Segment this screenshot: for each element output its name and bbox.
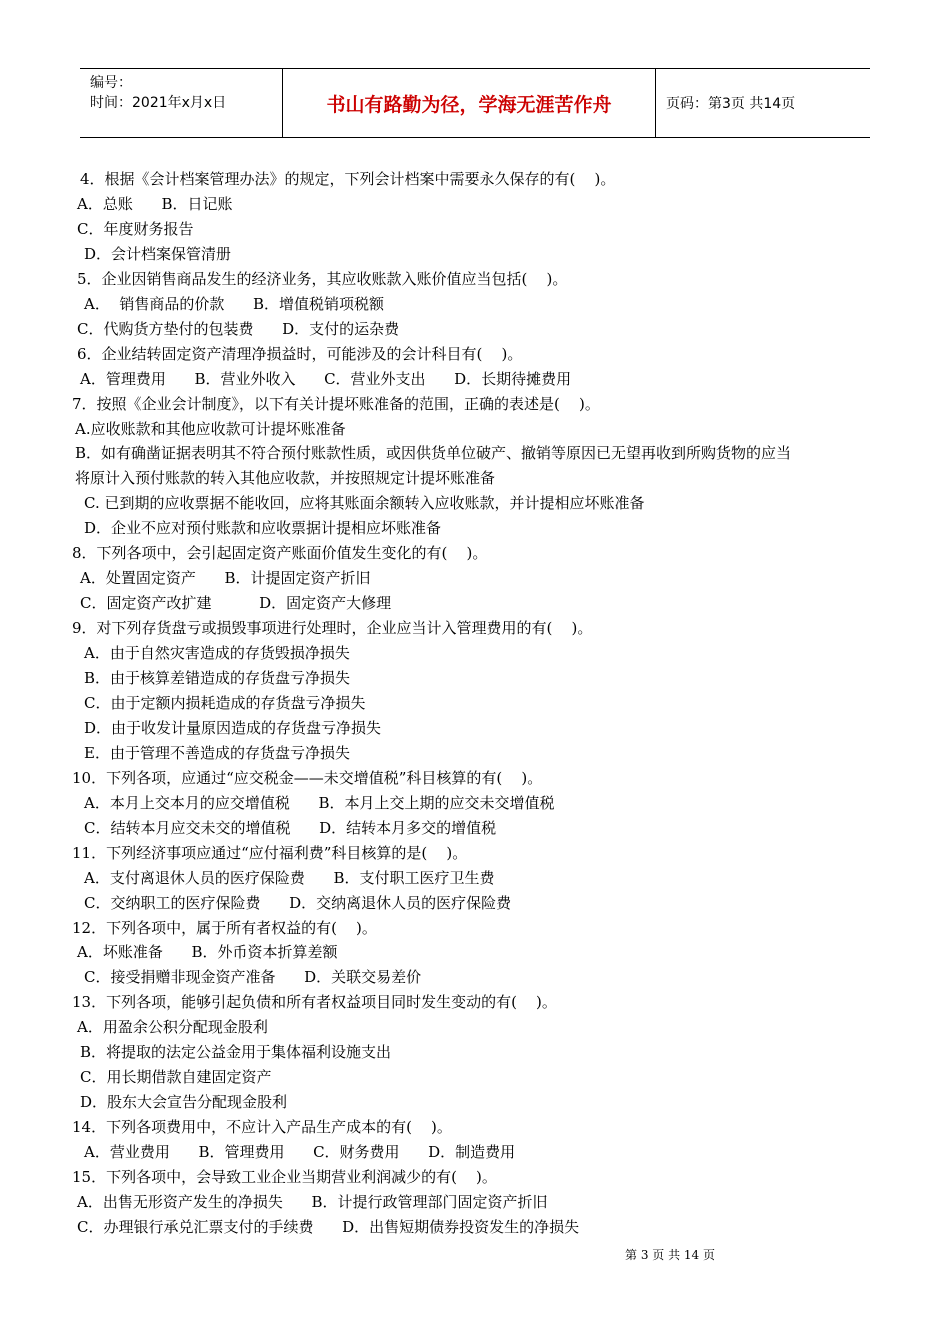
text-line: C．结转本月应交未交的增值税 D．结转本月多交的增值税 <box>84 818 497 837</box>
text-line: A．处置固定资产 B．计提固定资产折旧 <box>80 569 371 588</box>
header-page-number: 页码：第3页 共14页 <box>666 96 796 112</box>
page-footer: 第 3 页 共 14 页 <box>625 1248 715 1262</box>
text-line: C．交纳职工的医疗保险费 D．交纳离退休人员的医疗保险费 <box>84 893 512 912</box>
text-line: D．企业不应对预付账款和应收票据计提相应坏账准备 <box>84 519 442 538</box>
page-header <box>80 68 870 138</box>
text-line: D．由于收发计量原因造成的存货盘亏净损失 <box>84 718 382 737</box>
header-meta-cell <box>80 69 283 137</box>
text-line: 8．下列各项中，会引起固定资产账面价值发生变化的有( )。 <box>72 544 488 563</box>
text-line: A．总账 B．日记账 <box>77 194 233 213</box>
text-line: B．将提取的法定公益金用于集体福利设施支出 <box>80 1043 392 1062</box>
text-line: D．股东大会宣告分配现金股利 <box>80 1093 288 1112</box>
header-page-cell <box>656 69 870 137</box>
text-line: B．如有确凿证据表明其不符合预付账款性质，或因供货单位破产、撤销等原因已无望再收到所购货物的应当 <box>75 444 792 463</box>
text-line: A． 销售商品的价款 B．增值税销项税额 <box>84 294 385 313</box>
text-line: B．由于核算差错造成的存货盘亏净损失 <box>84 669 351 687</box>
text-line: 13．下列各项，能够引起负债和所有者权益项目同时发生变动的有( )。 <box>72 993 557 1012</box>
text-line: C．固定资产改扩建 D．固定资产大修理 <box>80 594 392 613</box>
text-line: C．办理银行承兑汇票支付的手续费 D．出售短期债券投资发生的净损失 <box>77 1217 580 1236</box>
text-line: 12．下列各项中，属于所有者权益的有( )。 <box>72 918 377 937</box>
text-line: 7．按照《企业会计制度》，以下有关计提坏账准备的范围，正确的表述是( )。 <box>72 394 600 413</box>
text-line: 15．下列各项中，会导致工业企业当期营业利润减少的有( )。 <box>72 1168 497 1186</box>
header-motto-cell <box>283 69 656 137</box>
text-line: C．用长期借款自建固定资产 <box>80 1068 272 1087</box>
text-line: 6．企业结转固定资产清理净损益时，可能涉及的会计科目有( )。 <box>77 344 523 363</box>
document-number-label: 编号： <box>90 75 132 91</box>
text-line: C．由于定额内损耗造成的存货盘亏净损失 <box>84 693 366 712</box>
text-line: C．年度财务报告 <box>77 219 194 238</box>
text-line: C．代购货方垫付的包装费 D．支付的运杂费 <box>77 319 400 338</box>
text-line: C．接受捐赠非现金资产准备 D．关联交易差价 <box>84 968 422 987</box>
text-line: 9．对下列存货盘亏或损毁事项进行处理时，企业应当计入管理费用的有( )。 <box>72 619 593 638</box>
text-line: 4．根据《会计档案管理办法》的规定，下列会计档案中需要永久保存的有( )。 <box>80 170 616 188</box>
header-motto: 书山有路勤为径，学海无涯苦作舟 <box>326 93 612 116</box>
text-line: 将原计入预付账款的转入其他应收款，并按照规定计提坏账准备 <box>75 469 496 488</box>
text-line: E．由于管理不善造成的存货盘亏净损失 <box>84 743 350 762</box>
text-line: A.应收账款和其他应收款可计提坏账准备 <box>75 419 346 438</box>
text-line: A．管理费用 B．营业外收入 C．营业外支出 D．长期待摊费用 <box>80 369 572 388</box>
text-line: 14．下列各项费用中，不应计入产品生产成本的有( )。 <box>72 1118 452 1137</box>
text-line: A．由于自然灾害造成的存货毁损净损失 <box>84 644 350 663</box>
text-line: 10．下列各项，应通过“应交税金——未交增值税”科目核算的有( )。 <box>72 768 543 787</box>
document-date-label: 时间：2021年x月x日 <box>90 95 227 111</box>
text-line: 11．下列经济事项应通过“应付福利费”科目核算的是( )。 <box>72 843 468 862</box>
text-line: 5．企业因销售商品发生的经济业务，其应收账款入账价值应当包括( )。 <box>77 269 568 288</box>
text-line: A．营业费用 B．管理费用 C．财务费用 D．制造费用 <box>84 1143 516 1162</box>
text-line: A．坏账准备 B．外币资本折算差额 <box>77 943 338 962</box>
text-line: A．用盈余公积分配现金股利 <box>77 1018 268 1037</box>
text-line: A．本月上交本月的应交增值税 B．本月上交上期的应交未交增值税 <box>84 793 555 812</box>
text-line: A．支付离退休人员的医疗保险费 B．支付职工医疗卫生费 <box>84 868 495 887</box>
text-line: D．会计档案保管清册 <box>84 244 232 263</box>
text-line: C. 已到期的应收票据不能收回，应将其账面余额转入应收账款，并计提相应坏账准备 <box>84 494 645 513</box>
text-line: A．出售无形资产发生的净损失 B．计提行政管理部门固定资产折旧 <box>77 1192 548 1211</box>
